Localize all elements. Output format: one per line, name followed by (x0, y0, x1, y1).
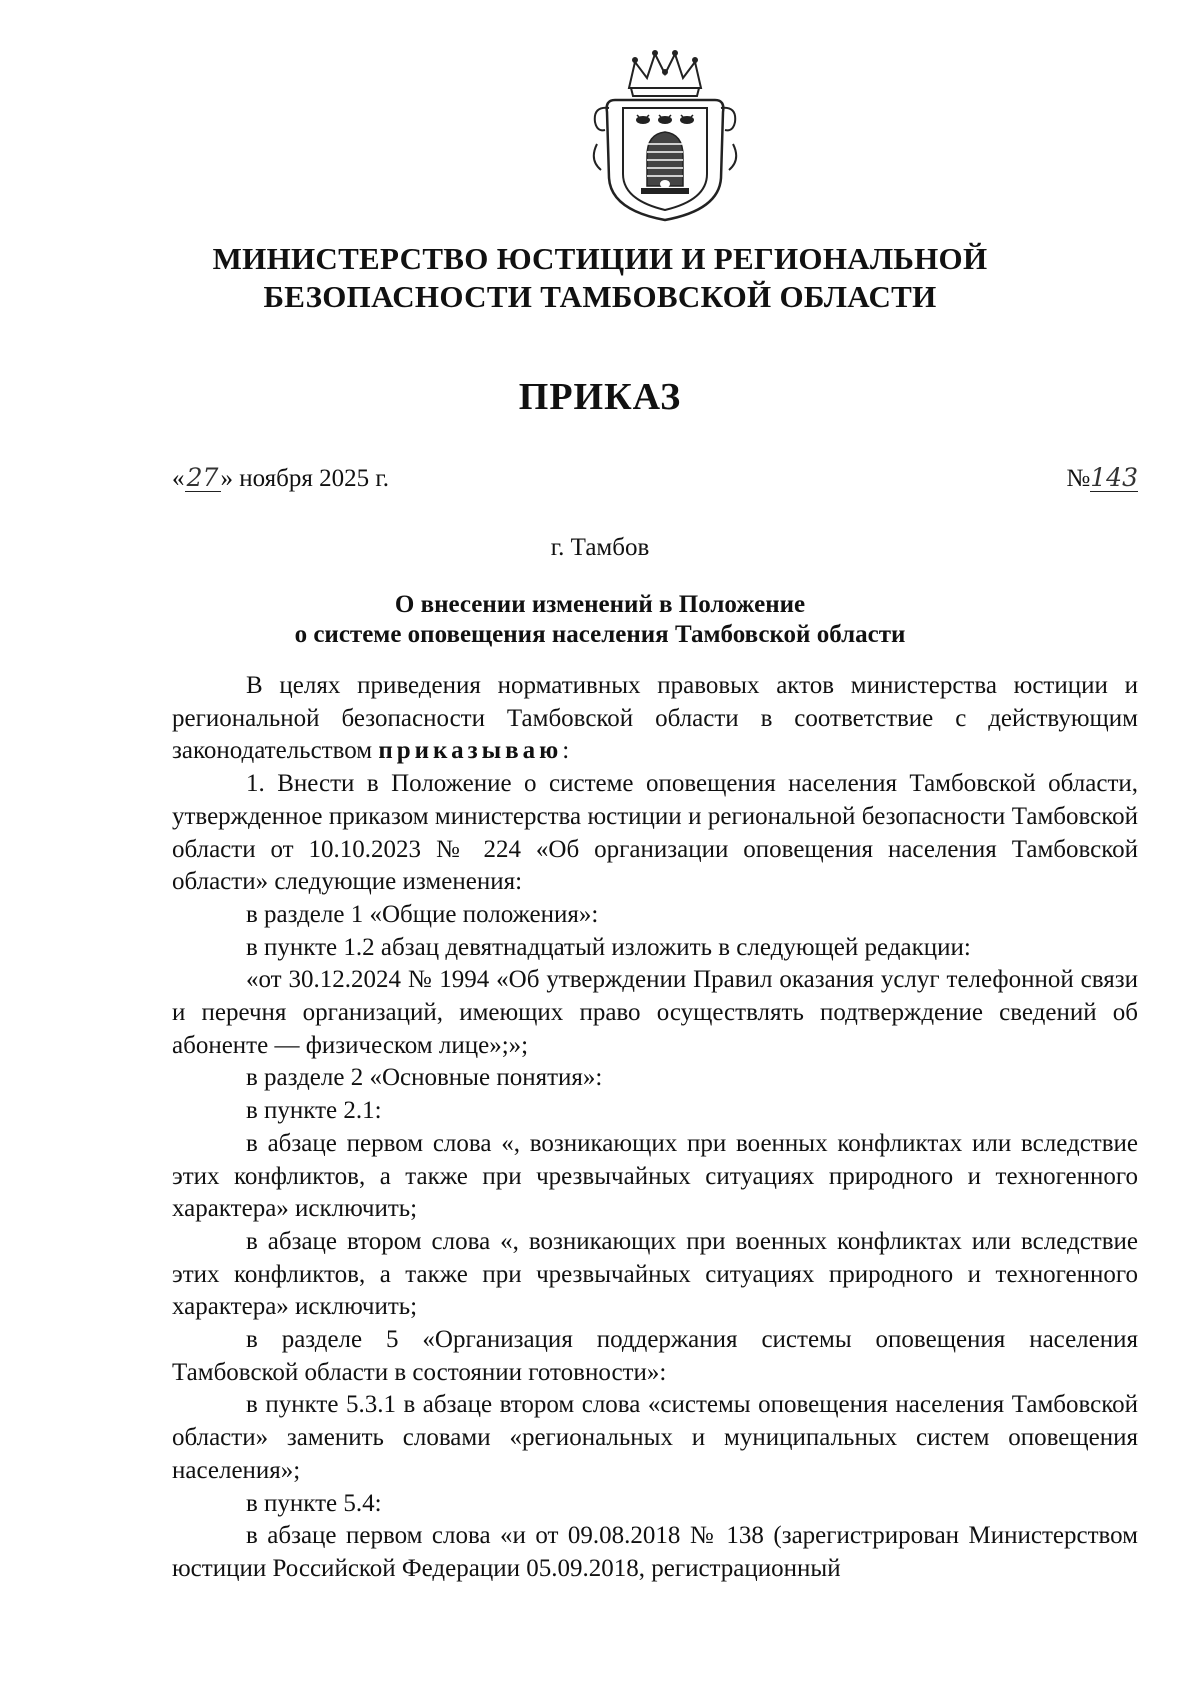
body-paragraph-intro (172, 670, 1138, 768)
intro-end: : (562, 737, 570, 765)
number-prefix: № (1066, 465, 1091, 492)
body-paragraph: 1. Внести в Положение о системе оповещения населения Тамбовской области, утвержденное приказом министерства юстиции и региональной безопасности Тамбовской области от 10.10.2023 № 224 «Об организации оповещения населения Тамбовской области» следующие изменения: (172, 770, 1138, 896)
organization-name-line1: МИНИСТЕРСТВО ЮСТИЦИИ И РЕГИОНАЛЬНОЙ (212, 241, 988, 276)
body-paragraph: в разделе 1 «Общие положения»: (246, 900, 599, 928)
body-paragraph: в разделе 5 «Организация поддержания системы оповещения населения Тамбовской области в состоянии готовности»: (172, 1326, 1138, 1386)
date-open-quote: « (172, 465, 185, 492)
body-paragraph: в пункте 5.4: (246, 1489, 382, 1517)
intro-text: В целях приведения нормативных правовых актов министерства юстиции и региональной безопасности Тамбовской области в соответствие с действующим законодательством (172, 672, 1138, 765)
document-subject (150, 590, 1050, 650)
coat-of-arms-icon (585, 48, 745, 223)
body-paragraph: в разделе 2 «Основные понятия»: (246, 1064, 603, 1092)
body-paragraph: в абзаце первом слова «и от 09.08.2018 № 138 (зарегистрирован Министерством юстиции Российской Федерации 05.09.2018, регистрационный (172, 1522, 1138, 1582)
intro-emphasis: приказываю (378, 737, 563, 765)
body-paragraph: в абзаце втором слова «, возникающих при военных конфликтах или вследствие этих конфликтов, а также при чрезвычайных ситуациях природного и техногенного характера» исключить; (172, 1227, 1138, 1321)
body-paragraph: в пункте 2.1: (246, 1097, 382, 1125)
document-date (172, 462, 389, 496)
organization-name-line2: БЕЗОПАСНОСТИ ТАМБОВСКОЙ ОБЛАСТИ (263, 279, 937, 314)
number-handwritten: 143 (1090, 463, 1138, 492)
body-paragraph: в абзаце первом слова «, возникающих при военных конфликтах или вследствие этих конфликтов, а также при чрезвычайных ситуациях природного и техногенного характера» исключить; (172, 1129, 1138, 1223)
date-rest: » ноября 2025 г. (220, 465, 390, 492)
body-paragraph: в пункте 5.3.1 в абзаце втором слова «системы оповещения населения Тамбовской области» заменить словами «региональных и муниципальных систем оповещения населения»; (172, 1391, 1138, 1484)
document-city: г. Тамбов (550, 534, 650, 561)
body-paragraph: «от 30.12.2024 № 1994 «Об утверждении Правил оказания услуг телефонной связи и перечня организаций, имеющих право осуществлять подтверждение сведений об абоненте — физическом лице»;»; (172, 966, 1138, 1059)
document-type-title: ПРИКАЗ (518, 376, 682, 418)
organization-name (150, 240, 1050, 316)
subject-line1: О внесении изменений в Положение (394, 591, 806, 618)
document-body (172, 670, 1138, 1586)
body-paragraph: в пункте 1.2 абзац девятнадцатый изложить в следующей редакции: (246, 933, 971, 961)
subject-line2: о системе оповещения населения Тамбовской области (294, 621, 906, 648)
document-number (1066, 462, 1138, 496)
date-day-handwritten: 27 (185, 465, 221, 492)
date-number-line (172, 462, 1138, 496)
